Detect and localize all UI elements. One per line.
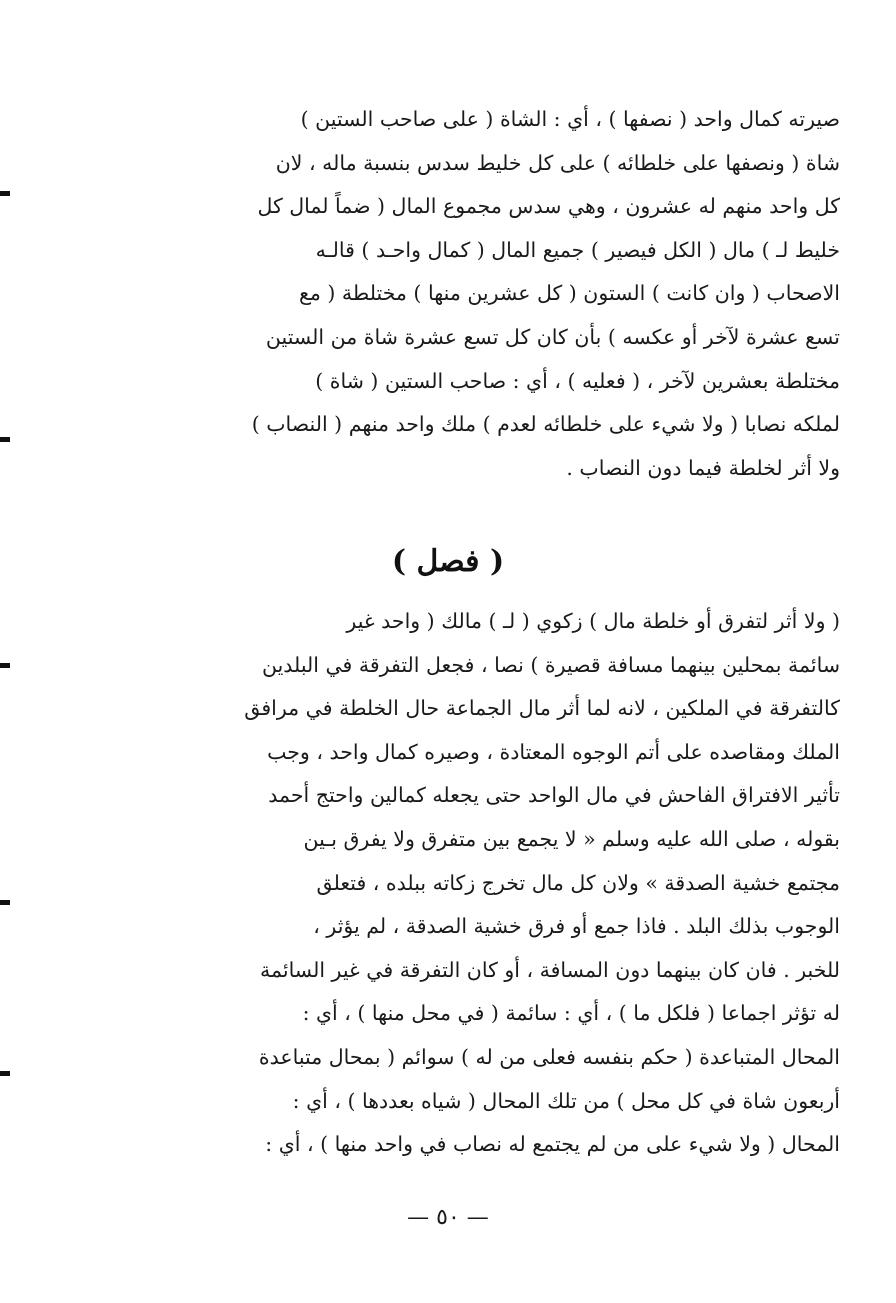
text-line: مجتمع خشية الصدقة » ولان كل مال تخرج زكاته ببلده ، فتعلق	[316, 870, 840, 895]
text-line: خليط لـ ) مال ( الكل فيصير ) جميع المال ( كمال واحـد ) قالـه	[315, 237, 840, 262]
text-line: كالتفرقة في الملكين ، لانه لما أثر مال الجماعة حال الخلطة في مرافق	[244, 696, 840, 721]
binding-mark	[0, 663, 10, 668]
text-line: الملك ومقاصده على أتم الوجوه المعتادة ، وصيره كمال واحد ، وجب	[267, 739, 840, 764]
text-line: لملكه نصابا ( ولا شيء على خلطائه لعدم ) ملك واحد منهم ( النصاب )	[251, 412, 840, 437]
text-line: أربعون شاة في كل محل ) من تلك المحال ( شياه بعددها ) ، أي :	[292, 1088, 840, 1113]
text-line: بقوله ، صلى الله عليه وسلم « لا يجمع بين متفرق ولا يفرق بـين	[303, 826, 840, 851]
binding-mark	[0, 1071, 10, 1076]
text-line: ولا أثر لخلطة فيما دون النصاب .	[566, 455, 840, 480]
top-paragraph	[118, 98, 840, 490]
text-line: تسع عشرة لآخر أو عكسه ) بأن كان كل تسع عشرة شاة من الستين	[265, 324, 840, 349]
bottom-paragraph	[118, 600, 840, 1167]
text-line: للخبر . فان كان بينهما دون المسافة ، أو كان التفرقة في غير السائمة	[260, 957, 840, 982]
text-line: سائمة بمحلين بينهما مسافة قصيرة ) نصا ، فجعل التفرقة في البلدين	[261, 652, 840, 677]
text-line: الاصحاب ( وان كانت ) الستون ( كل عشرين منها ) مختلطة ( مع	[299, 281, 840, 306]
binding-mark	[0, 437, 10, 442]
text-line: المحال ( ولا شيء على من لم يجتمع له نصاب في واحد منها ) ، أي :	[265, 1132, 840, 1157]
text-line: شاة ( ونصفها على خلطائه ) على كل خليط سدس بنسبة ماله ، لان	[275, 150, 840, 175]
text-line: له تؤثر اجماعا ( فلكل ما ) ، أي : سائمة ( في محل منها ) ، أي :	[302, 1001, 840, 1026]
page-number: — ٥٠ —	[407, 1205, 489, 1230]
text-line: تأثير الافتراق الفاحش في مال الواحد حتى يجعله كمالين واحتج أحمد	[268, 783, 840, 808]
text-line: كل واحد منهم له عشرون ، وهي سدس مجموع المال ( ضماً لمال كل	[257, 194, 840, 219]
text-line: الوجوب بذلك البلد . فاذا جمع أو فرق خشية الصدقة ، لم يؤثر ،	[313, 914, 840, 939]
binding-mark	[0, 900, 10, 905]
text-line: ( ولا أثر لتفرق أو خلطة مال ) زكوي ( لـ ) مالك ( واحد غير	[346, 609, 840, 633]
section-heading: ( فصل )	[391, 544, 505, 579]
text-line: صيرته كمال واحد ( نصفها ) ، أي : الشاة ( على صاحب الستين )	[300, 107, 840, 131]
binding-mark	[0, 191, 10, 196]
text-line: المحال المتباعدة ( حكم بنفسه فعلى من له ) سوائم ( بمحال متباعدة	[258, 1044, 840, 1069]
text-line: مختلطة بعشرين لآخر ، ( فعليه ) ، أي : صاحب الستين ( شاة )	[315, 368, 840, 393]
